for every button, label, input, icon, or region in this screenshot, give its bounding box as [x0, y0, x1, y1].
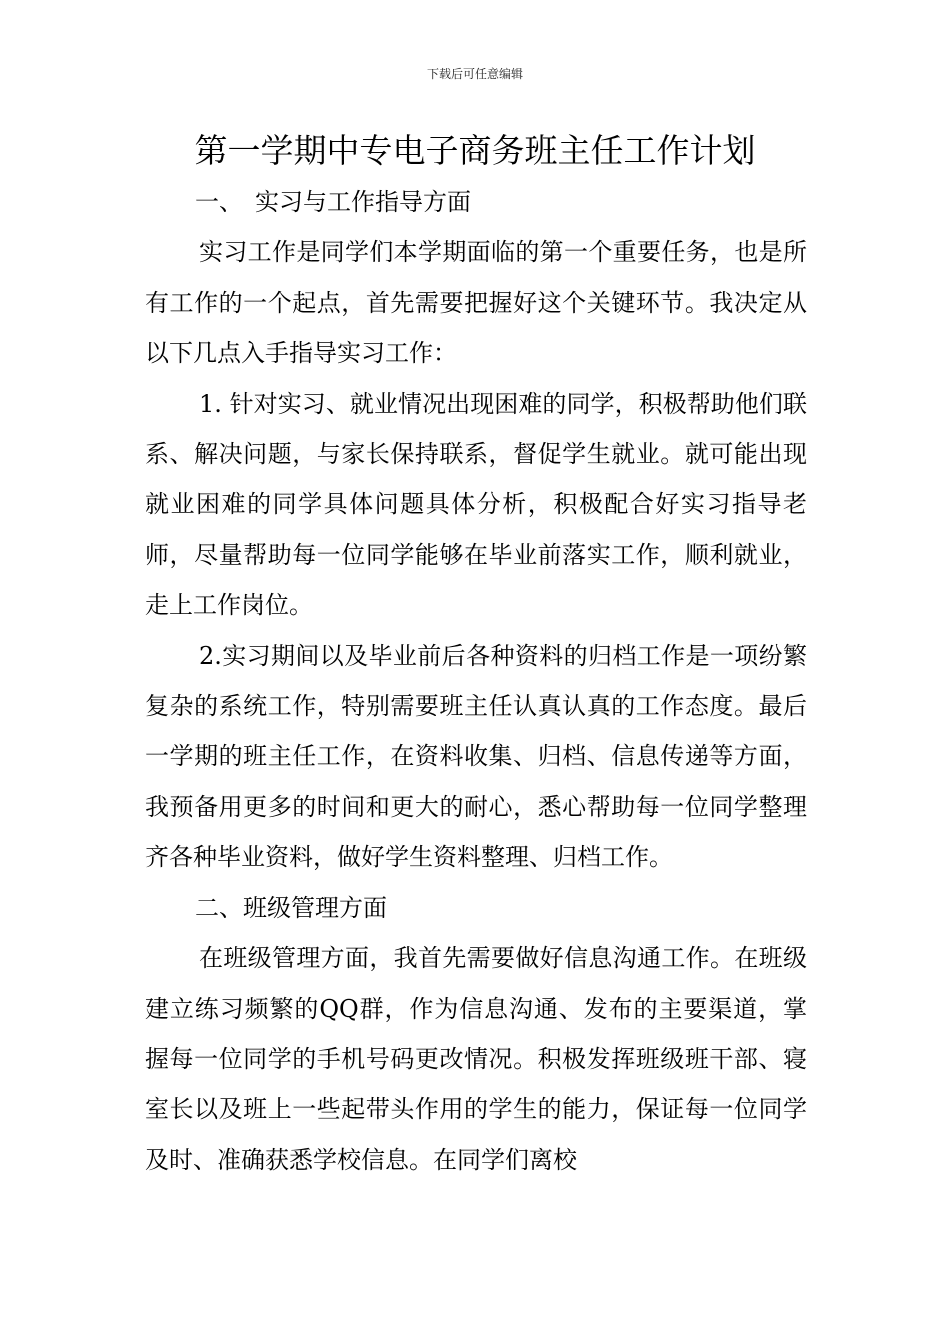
paragraph-intro: 实习工作是同学们本学期面临的第一个重要任务，也是所有工作的一个起点，首先需要把握好这个关键环节。我决定从以下几点入手指导实习工作：	[145, 238, 807, 368]
document-title: 第一学期中专电子商务班主任工作计划	[194, 131, 756, 170]
paragraph-item-1: 1. 针对实习、就业情况出现困难的同学，积极帮助他们联系、解决问题，与家长保持联系，督促学生就业。就可能出现就业困难的同学具体问题具体分析，积极配合好实习指导老师，尽量帮助每一位同学能够在毕业前落实工作，顺利就业，走上工作岗位。	[145, 389, 807, 620]
section-heading-internship: 一、 实习与工作指导方面	[195, 188, 471, 216]
paragraph-item-2: 2.实习期间以及毕业前后各种资料的归档工作是一项纷繁复杂的系统工作，特别需要班主任认真认真的工作态度。最后一学期的班主任工作，在资料收集、归档、信息传递等方面，我预备用更多的时间和更大的耐心，悉心帮助每一位同学整理齐各种毕业资料，做好学生资料整理、归档工作。	[145, 641, 807, 872]
header-note: 下载后可任意编辑	[426, 67, 523, 81]
section-heading-class-management: 二、班级管理方面	[195, 893, 387, 922]
paragraph-class-management: 在班级管理方面，我首先需要做好信息沟通工作。在班级建立练习频繁的QQ群，作为信息沟通、发布的主要渠道，掌握每一位同学的手机号码更改情况。积极发挥班级班干部、寝室长以及班上一些起带头作用的学生的能力，保证每一位同学及时、准确获悉学校信息。在同学们离校	[145, 944, 807, 1174]
document-body	[145, 177, 807, 1185]
